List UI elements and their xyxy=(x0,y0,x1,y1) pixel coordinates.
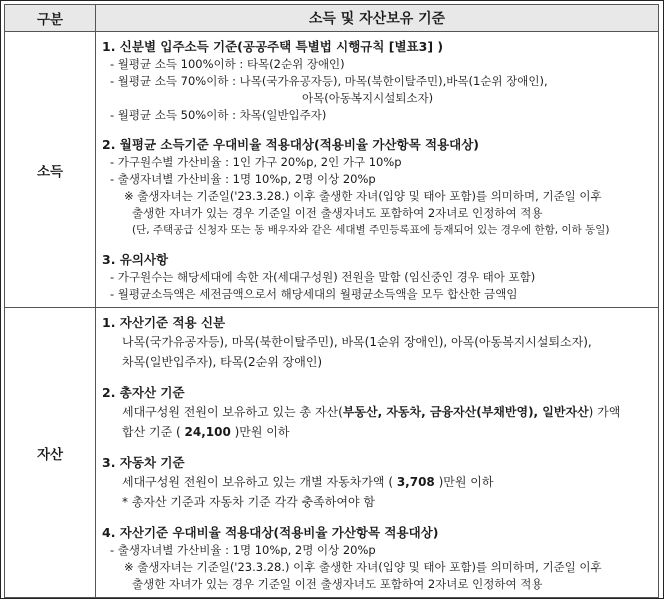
asset-types-emphasis: 부동산, 자동차, 금융자산(부채반영), 일반자산 xyxy=(342,405,589,419)
asset-section-1-title: 1. 자산기준 적용 신분 xyxy=(102,315,226,330)
asset-s1-line-1: 나목(국가유공자등), 마목(북한이탈주민), 바목(1순위 장애인), 아목(아동복지시설퇴소자), xyxy=(122,335,592,349)
income-s3-line-2: - 월평균소득액은 세전금액으로서 해당세대의 월평균소득액을 모두 합산한 금액임 xyxy=(110,287,518,301)
income-s1-line-2: - 월평균 소득 70%이하 : 나목(국가유공자등), 마목(북한이탈주민),바목(1순위 장애인), xyxy=(110,74,548,88)
asset-s4-line-1: - 출생자녀별 가산비율 : 1명 10%p, 2명 이상 20%p xyxy=(110,543,376,557)
asset-s4-line-2: ※ 출생자녀는 기준일('23.3.28.) 이후 출생한 자녀(입양 및 태아 포함)를 의미하며, 기준일 이후 xyxy=(124,560,602,574)
income-s3-line-1: - 가구원수는 해당세대에 속한 자(세대구성원) 전원을 말함 (임신중인 경우 태아 포함) xyxy=(110,270,536,284)
income-s2-line-2: - 출생자녀별 가산비율 : 1명 10%p, 2명 이상 20%p xyxy=(110,172,376,186)
asset-s2-line-1: 세대구성원 전원이 보유하고 있는 총 자산(부동산, 자동차, 금융자산(부채반영), 일반자산) 가액 xyxy=(122,405,621,419)
total-asset-limit: 24,100 xyxy=(184,425,231,439)
income-s2-line-4: 출생한 자녀가 있는 경우 기준일 이전 출생자녀도 포함하여 2자녀로 인정하여 적용 xyxy=(132,206,543,220)
criteria-table xyxy=(4,4,659,598)
vehicle-limit: 3,708 xyxy=(396,475,435,489)
income-label: 소득 xyxy=(5,32,96,308)
income-section-1-title: 1. 신분별 입주소득 기준(공공주택 특별법 시행규칙 [별표3] ) xyxy=(102,39,444,54)
income-s1-line-3: 아목(아동복지시설퇴소자) xyxy=(302,91,434,105)
income-section-2-title: 2. 월평균 소득기준 우대비율 적용대상(적용비율 가산항목 적용대상) xyxy=(102,137,480,152)
income-s1-line-1: - 월평균 소득 100%이하 : 타목(2순위 장애인) xyxy=(110,57,345,71)
asset-s3-line-2: * 총자산 기준과 자동차 기준 각각 충족하여야 함 xyxy=(122,495,375,509)
table-header-row xyxy=(5,5,659,32)
asset-row xyxy=(5,308,659,598)
asset-s3-line-1: 세대구성원 전원이 보유하고 있는 개별 자동차가액 ( 3,708 )만원 이하 xyxy=(122,475,494,489)
income-content xyxy=(96,32,659,308)
header-criteria: 소득 및 자산보유 기준 xyxy=(96,5,659,32)
asset-content xyxy=(96,308,659,598)
income-s2-line-3: ※ 출생자녀는 기준일('23.3.28.) 이후 출생한 자녀(입양 및 태아 포함)를 의미하며, 기준일 이후 xyxy=(124,189,602,203)
asset-label: 자산 xyxy=(5,308,96,598)
asset-section-4-title: 4. 자산기준 우대비율 적용대상(적용비율 가산항목 적용대상) xyxy=(102,525,439,540)
income-row xyxy=(5,32,659,308)
asset-section-3-title: 3. 자동차 기준 xyxy=(102,455,185,470)
header-category: 구분 xyxy=(5,5,96,32)
income-s2-line-5: (단, 주택공급 신청자 또는 동 배우자와 같은 세대별 주민등록표에 등재되어 있는 경우에 한함, 이하 동일) xyxy=(132,224,610,236)
asset-s2-line-2: 합산 기준 ( 24,100 )만원 이하 xyxy=(122,425,290,439)
asset-s1-line-2: 차목(일반입주자), 타목(2순위 장애인) xyxy=(122,355,323,369)
asset-section-2-title: 2. 총자산 기준 xyxy=(102,385,185,400)
income-s1-line-4: - 월평균 소득 50%이하 : 차목(일반입주자) xyxy=(110,108,327,122)
income-section-3-title: 3. 유의사항 xyxy=(102,252,169,267)
asset-s4-line-3: 출생한 자녀가 있는 경우 기준일 이전 출생자녀도 포함하여 2자녀로 인정하여 적용 xyxy=(132,577,543,591)
income-s2-line-1: - 가구원수별 가산비율 : 1인 가구 20%p, 2인 가구 10%p xyxy=(110,155,402,169)
